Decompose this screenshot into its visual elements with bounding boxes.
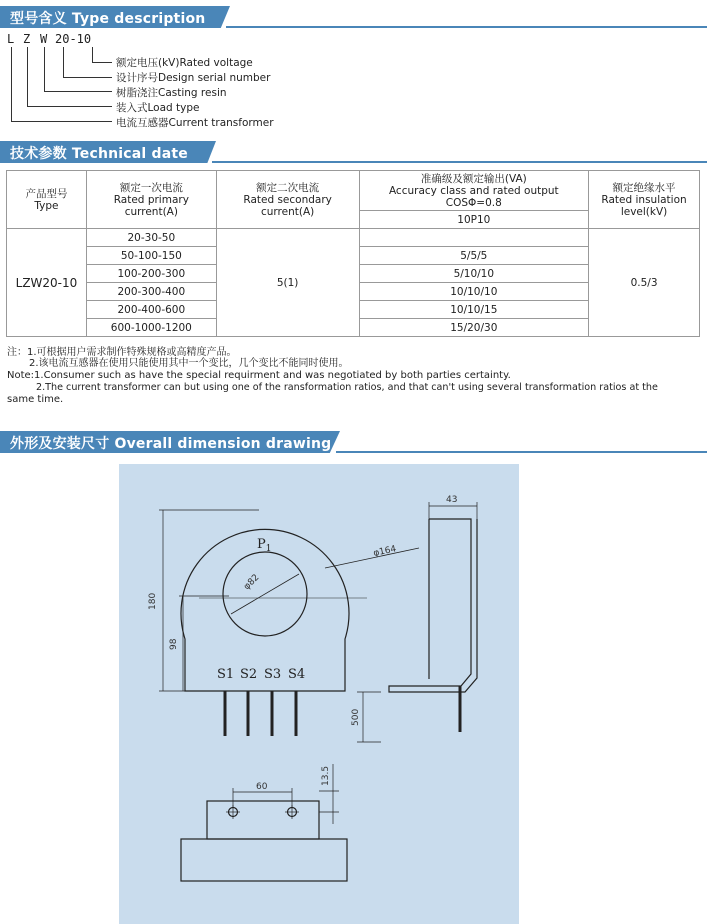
dim-82: φ82: [242, 572, 262, 593]
note-cn-2: 2.该电流互感器在使用只能使用其中一个变比，几个变比不能同时使用。: [29, 358, 349, 369]
type-description-banner: [0, 6, 707, 28]
p1-label: $P_1$: [257, 537, 272, 554]
code-letter-z: Z: [23, 32, 31, 46]
cell-output: 10/10/10: [359, 283, 589, 301]
terminal-s4: S4: [288, 667, 306, 682]
dimension-svg: [119, 464, 519, 924]
label-rated-voltage: 额定电压(kV)Rated voltage: [116, 57, 253, 69]
cell-insulation: 0.5/3: [589, 229, 700, 337]
note-en-1: Note:1.Consumer such as have the special requirment and was negotiated by both parties certainty.: [7, 370, 511, 381]
note-en-2: 2.The current transformer can but using one of the ransformation ratios, and that can't using several transformation ratios at the: [36, 382, 658, 393]
cell-primary: 100-200-300: [86, 265, 216, 283]
label-load-type: 装入式Load type: [116, 102, 200, 114]
technical-data-title: 技术参数 Technical date: [10, 146, 188, 162]
terminal-s3: S3: [264, 667, 282, 682]
type-description-title: 型号含义 Type description: [10, 11, 206, 27]
terminal-s2: S2: [240, 667, 258, 682]
dim-500: 500: [351, 708, 361, 726]
cell-primary: 200-400-600: [86, 301, 216, 319]
cell-primary: 200-300-400: [86, 283, 216, 301]
header-accuracy-class: 10P10: [359, 211, 589, 229]
header-accuracy: 准确级及额定输出(VA) Accuracy class and rated output COSΦ=0.8: [359, 171, 589, 211]
dim-13-5: 13.5: [321, 765, 331, 786]
label-current-transformer: 电流互感器Current transformer: [116, 117, 274, 129]
header-type: 产品型号 Type: [7, 171, 87, 229]
dimension-banner: [0, 431, 707, 453]
note-cn-1: 注：1.可根据用户需求制作特殊规格或高精度产品。: [7, 347, 237, 358]
terminal-s1: S1: [217, 667, 235, 682]
header-insulation: 额定绝缘水平 Rated insulation level(kV): [589, 171, 700, 229]
cell-output: 5/5/5: [359, 247, 589, 265]
cell-secondary: 5(1): [216, 229, 359, 337]
note-en-3: same time.: [7, 394, 64, 405]
label-design-serial: 设计序号Design serial number: [116, 72, 271, 84]
dim-43: 43: [446, 495, 458, 505]
code-letter-l: L: [7, 32, 15, 46]
side-view: [389, 519, 477, 692]
bottom-view-top: [207, 801, 319, 839]
bottom-view-base: [181, 839, 347, 881]
cell-primary: 50-100-150: [86, 247, 216, 265]
cell-output: [359, 229, 589, 247]
cell-model: LZW20-10: [7, 229, 87, 337]
cell-primary: 20-30-50: [86, 229, 216, 247]
label-casting-resin: 树脂浇注Casting resin: [116, 87, 227, 99]
header-primary-current: 额定一次电流 Rated primary current(A): [86, 171, 216, 229]
dim-60: 60: [256, 782, 268, 792]
dim-180: 180: [148, 592, 158, 610]
technical-data-banner: [0, 141, 707, 163]
dimension-title: 外形及安装尺寸 Overall dimension drawing: [10, 436, 332, 452]
spec-table: [6, 170, 700, 337]
cell-output: 15/20/30: [359, 319, 589, 337]
header-secondary-current: 额定二次电流 Rated secondary current(A): [216, 171, 359, 229]
cell-primary: 600-1000-1200: [86, 319, 216, 337]
cell-output: 10/10/15: [359, 301, 589, 319]
cell-output: 5/10/10: [359, 265, 589, 283]
code-letter-w: W: [40, 32, 48, 46]
code-number: 20-10: [55, 32, 92, 46]
dim-164: φ164: [372, 544, 398, 559]
dimension-drawing: [119, 464, 519, 924]
dim-98: 98: [169, 638, 179, 650]
